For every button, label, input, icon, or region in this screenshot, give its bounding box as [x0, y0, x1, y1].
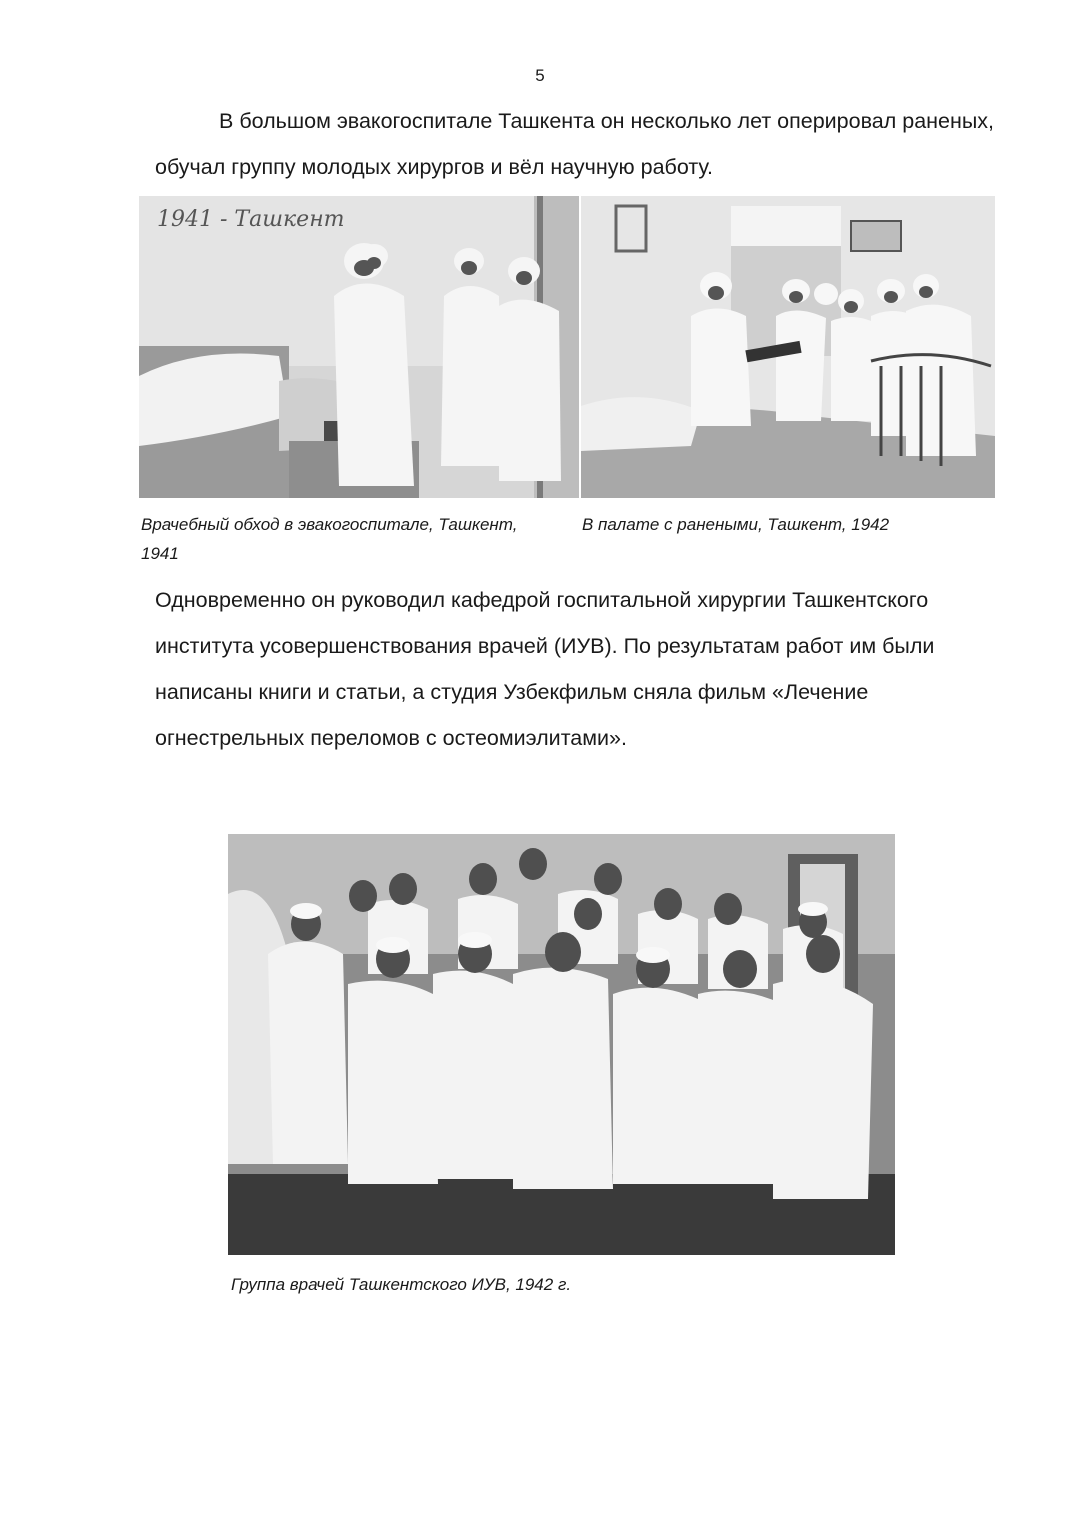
photo-group-image [228, 834, 895, 1255]
photo-doctors-round-image [139, 196, 579, 498]
photo-ward-with-wounded [581, 196, 995, 498]
photo-ward-image [581, 196, 995, 498]
paragraph-1-text: В большом эвакогоспитале Ташкента он несколько лет оперировал раненых, обучал группу молодых хирургов и вёл научную работу. [155, 109, 995, 179]
page-number: 5 [535, 66, 545, 85]
paragraph-evacuation-hospital [155, 98, 1015, 190]
photo-group-of-doctors [228, 834, 895, 1255]
caption-group-of-doctors: Группа врачей Ташкентского ИУВ, 1942 г. [231, 1275, 572, 1294]
photo-inscription: 1941 - Ташкент [157, 207, 345, 232]
photo-doctors-round [139, 196, 579, 498]
caption-doctors-round: Врачебный обход в эвакогоспитале, Ташкент, 1941 [141, 515, 518, 563]
caption-ward-with-wounded: В палате с ранеными, Ташкент, 1942 [582, 515, 890, 534]
paragraph-department: Одновременно он руководил кафедрой госпитальной хирургии Ташкентского института усовершенствования врачей (ИУВ). По результатам работ им были написаны книги и статьи, а студия Узбекфильм сняла фильм «Лечение огнестрельных переломов с остеомиэлитами». [155, 588, 935, 750]
